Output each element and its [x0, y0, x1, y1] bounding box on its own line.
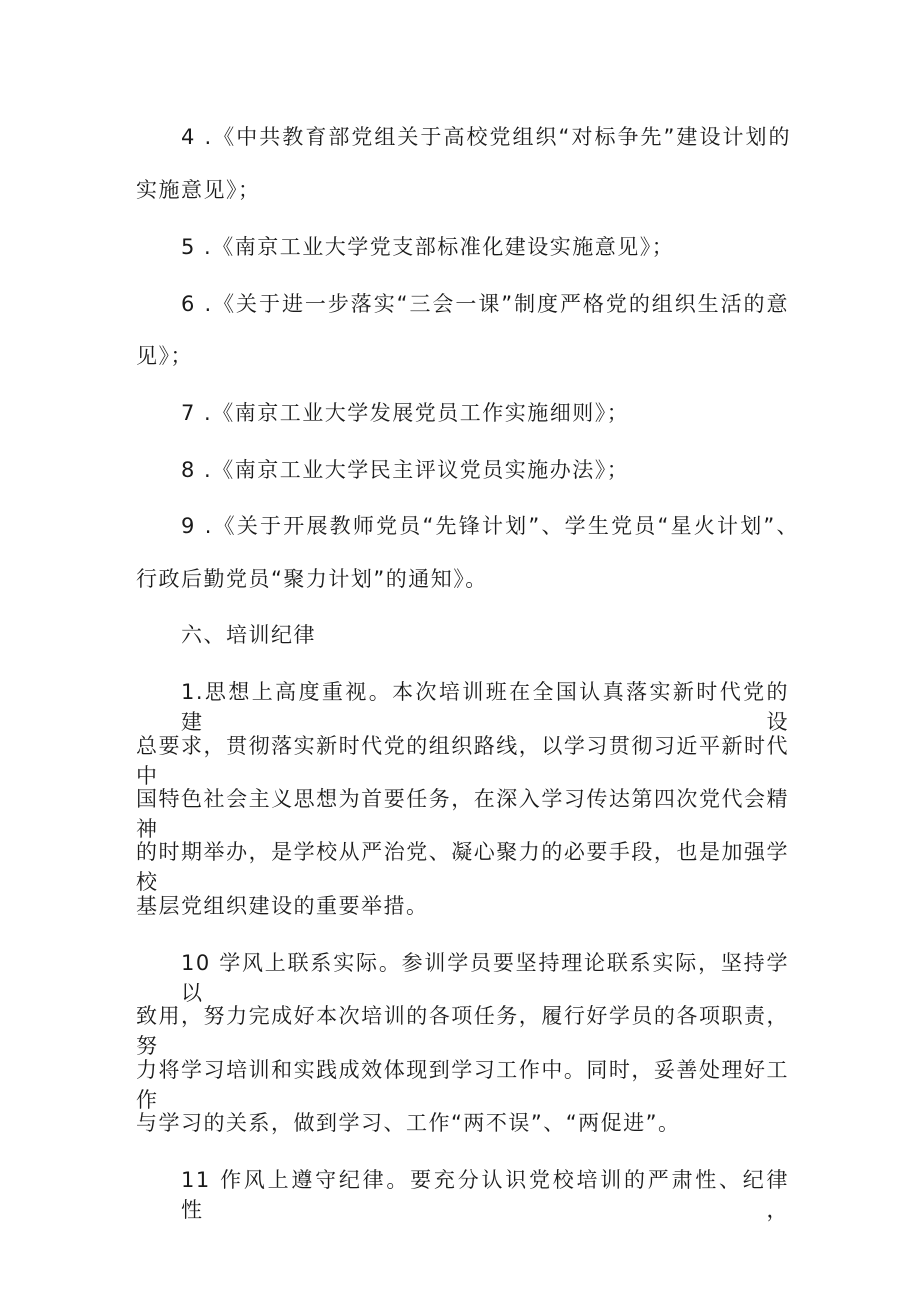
text-line: 1.思想上高度重视。本次培训班在全国认真落实新时代党的建设	[181, 680, 789, 734]
text-line: 7 .《南京工业大学发展党员工作实施细则》；	[181, 401, 630, 425]
text-line: 见》；	[136, 344, 193, 368]
text-line: 致用，努力完成好本次培训的各项任务，履行好学员的各项职责，努	[136, 1004, 789, 1058]
text-line: 4 .《中共教育部党组关于高校党组织“对标争先”建设计划的	[181, 125, 791, 149]
text-line: 9 .《关于开展教师党员“先锋计划”、学生党员“星火计划”、	[181, 514, 799, 538]
text-line: 8 .《南京工业大学民主评议党员实施办法》；	[181, 458, 630, 482]
text-line: 力将学习培训和实践成效体现到学习工作中。同时，妥善处理好工作	[136, 1058, 789, 1112]
section-heading: 六、培训纪律	[181, 623, 316, 647]
text-line: 总要求，贯彻落实新时代党的组织路线，以学习贯彻习近平新时代中	[136, 734, 789, 788]
text-line: 实施意见》；	[136, 178, 261, 202]
text-line: 基层党组织建设的重要举措。	[136, 894, 429, 918]
text-line: 的时期举办，是学校从严治党、凝心聚力的必要手段，也是加强学校	[136, 840, 789, 894]
text-line: 5 .《南京工业大学党支部标准化建设实施意见》；	[181, 235, 675, 259]
text-line: 行政后勤党员“聚力计划”的通知》。	[136, 567, 488, 591]
text-line: 与学习的关系，做到学习、工作“两不误”、“两促进”。	[136, 1111, 681, 1135]
text-line: 6 .《关于进一步落实“三会一课”制度严格党的组织生活的意	[181, 292, 789, 316]
text-line: 国特色社会主义思想为首要任务，在深入学习传达第四次党代会精神	[136, 787, 789, 841]
text-line: 10 学风上联系实际。参训学员要坚持理论联系实际，坚持学以	[181, 951, 789, 1005]
text-line: 11 作风上遵守纪律。要充分认识党校培训的严肃性、纪律性，	[181, 1168, 789, 1222]
